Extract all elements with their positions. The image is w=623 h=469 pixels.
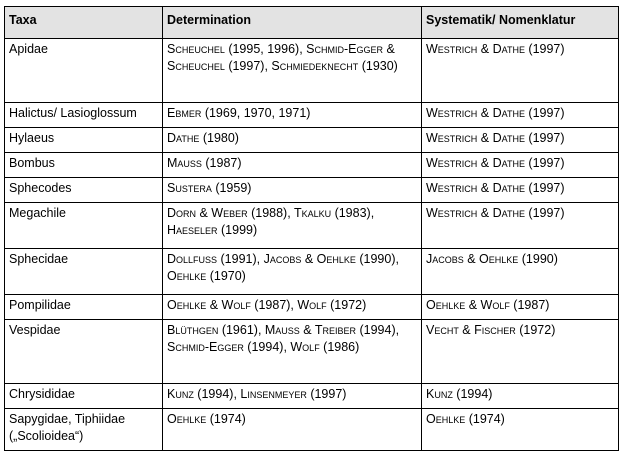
cell-determination: Mauss (1987) xyxy=(163,153,422,178)
cell-taxa: Halictus/ Lasioglossum xyxy=(5,103,163,128)
cell-systematik: Oehlke & Wolf (1987) xyxy=(422,295,619,320)
cell-taxa: Bombus xyxy=(5,153,163,178)
cell-taxa: Pompilidae xyxy=(5,295,163,320)
taxa-reference-table xyxy=(4,6,619,451)
cell-determination: Oehlke & Wolf (1987), Wolf (1972) xyxy=(163,295,422,320)
cell-systematik: Westrich & Dathe (1997) xyxy=(422,153,619,178)
cell-taxa: Hylaeus xyxy=(5,128,163,153)
cell-determination: Blüthgen (1961), Mauss & Treiber (1994), Schmid-Egger (1994), Wolf (1986) xyxy=(163,320,422,384)
header-determination: Determination xyxy=(163,7,422,39)
cell-determination: Kunz (1994), Linsenmeyer (1997) xyxy=(163,384,422,409)
table-header-row xyxy=(5,7,619,39)
cell-determination: Oehlke (1974) xyxy=(163,409,422,451)
table-row xyxy=(5,128,619,153)
cell-taxa: Sphecodes xyxy=(5,178,163,203)
table-row xyxy=(5,203,619,249)
cell-taxa: Sapygidae, Tiphiidae („Scolioidea“) xyxy=(5,409,163,451)
table-row xyxy=(5,103,619,128)
cell-taxa: Apidae xyxy=(5,39,163,103)
cell-systematik: Westrich & Dathe (1997) xyxy=(422,103,619,128)
table-row xyxy=(5,249,619,295)
table-row xyxy=(5,409,619,451)
cell-systematik: Kunz (1994) xyxy=(422,384,619,409)
cell-taxa: Chrysididae xyxy=(5,384,163,409)
cell-systematik: Westrich & Dathe (1997) xyxy=(422,39,619,103)
header-systematik: Systematik/ Nomenklatur xyxy=(422,7,619,39)
cell-systematik: Vecht & Fischer (1972) xyxy=(422,320,619,384)
cell-determination: Scheuchel (1995, 1996), Schmid-Egger & Scheuchel (1997), Schmiedeknecht (1930) xyxy=(163,39,422,103)
cell-taxa: Vespidae xyxy=(5,320,163,384)
table-row xyxy=(5,39,619,103)
cell-systematik: Westrich & Dathe (1997) xyxy=(422,128,619,153)
cell-determination: Sustera (1959) xyxy=(163,178,422,203)
cell-taxa: Sphecidae xyxy=(5,249,163,295)
table-row xyxy=(5,320,619,384)
cell-determination: Dathe (1980) xyxy=(163,128,422,153)
cell-systematik: Westrich & Dathe (1997) xyxy=(422,178,619,203)
cell-systematik: Westrich & Dathe (1997) xyxy=(422,203,619,249)
cell-determination: Dorn & Weber (1988), Tkalku (1983), Haeseler (1999) xyxy=(163,203,422,249)
cell-determination: Dollfuss (1991), Jacobs & Oehlke (1990), Oehlke (1970) xyxy=(163,249,422,295)
cell-taxa: Megachile xyxy=(5,203,163,249)
cell-determination: Ebmer (1969, 1970, 1971) xyxy=(163,103,422,128)
header-taxa: Taxa xyxy=(5,7,163,39)
table-row xyxy=(5,153,619,178)
cell-systematik: Jacobs & Oehlke (1990) xyxy=(422,249,619,295)
cell-systematik: Oehlke (1974) xyxy=(422,409,619,451)
table-row xyxy=(5,178,619,203)
table-row xyxy=(5,384,619,409)
table-row xyxy=(5,295,619,320)
